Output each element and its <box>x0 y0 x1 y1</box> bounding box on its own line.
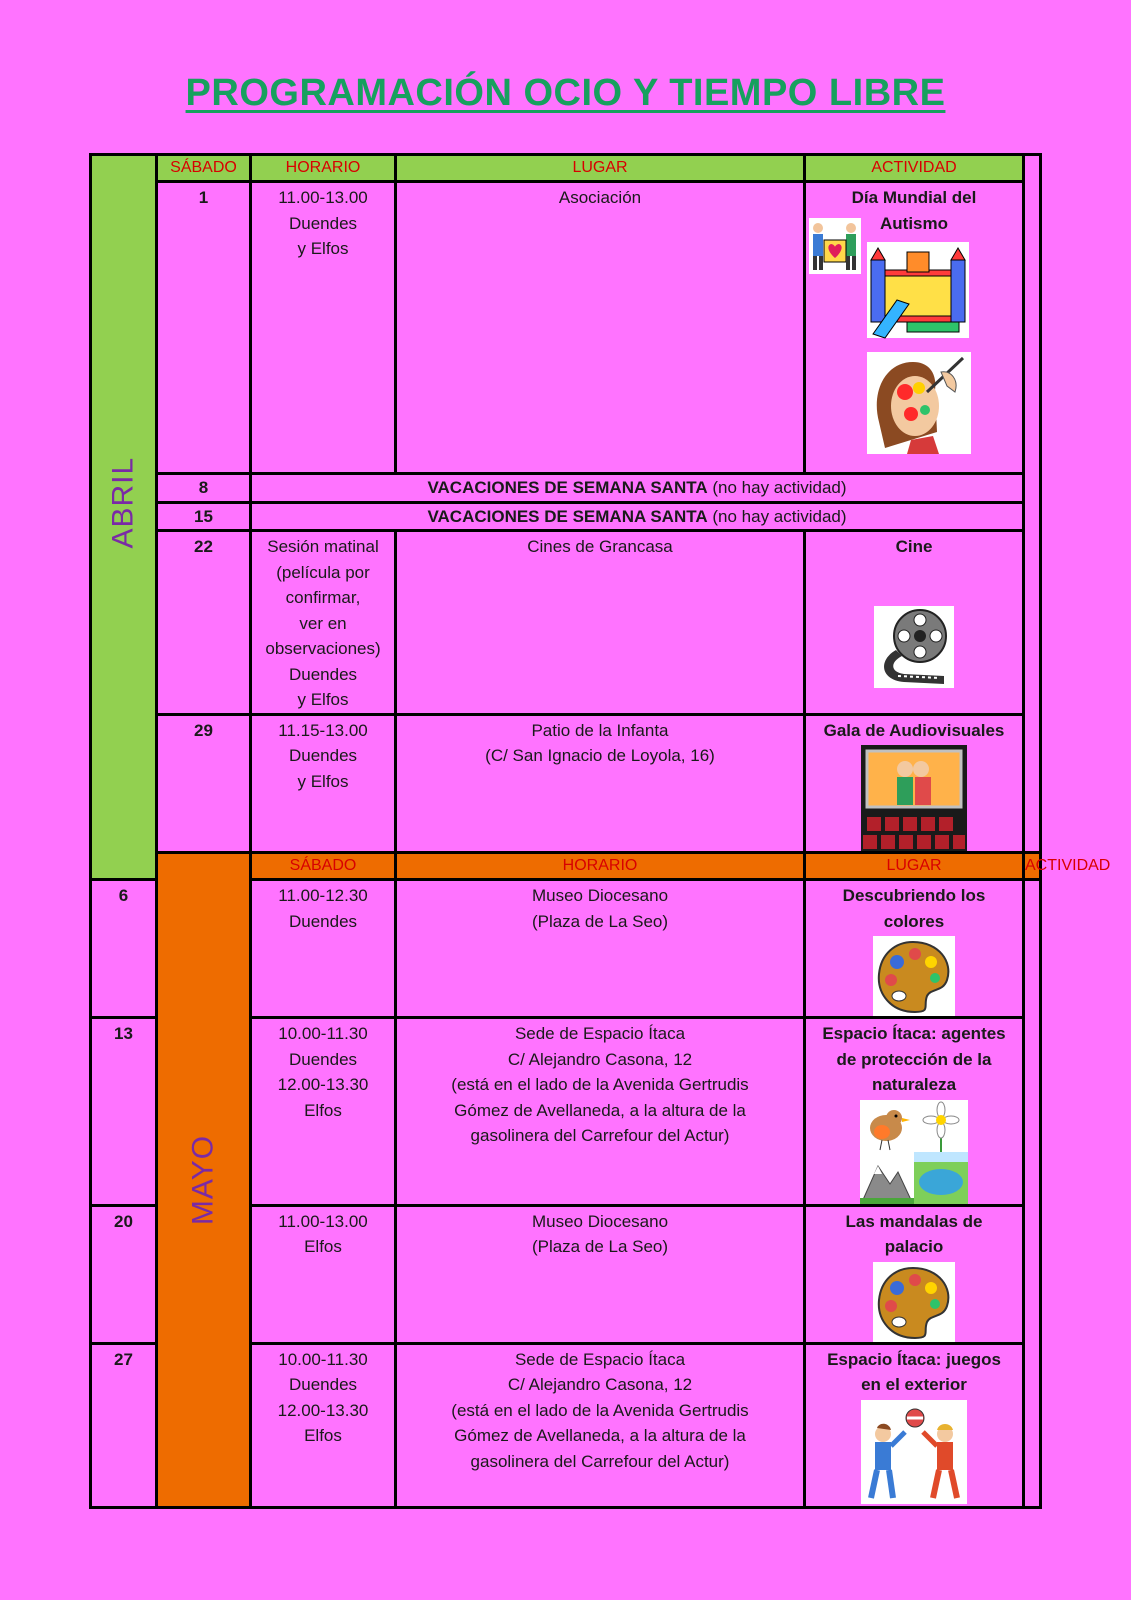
day-cell: 22 <box>157 531 251 715</box>
vacation-cell: VACACIONES DE SEMANA SANTA (no hay actividad) <box>251 474 1024 503</box>
header-day: SÁBADO <box>157 155 251 182</box>
time-cell: 11.00-13.00 Elfos <box>251 1205 396 1343</box>
day-cell: 13 <box>91 1018 157 1206</box>
activity-cell: Espacio Ítaca: agentes de protección de la naturaleza <box>805 1018 1024 1206</box>
header-time: HORARIO <box>396 853 805 880</box>
day-cell: 6 <box>91 880 157 1018</box>
activity-cell: Gala de Audiovisuales <box>805 714 1024 853</box>
time-cell: 10.00-11.30 Duendes 12.00-13.30 Elfos <box>251 1018 396 1206</box>
place-cell: Asociación <box>396 182 805 474</box>
table-row <box>91 182 1041 474</box>
activity-cell: Las mandalas de palacio <box>805 1205 1024 1343</box>
time-cell: 11.00-13.00 Duendes y Elfos <box>251 182 396 474</box>
time-cell: Sesión matinal (película por confirmar, ver en observaciones) Duendes y Elfos <box>251 531 396 715</box>
lake-icon <box>914 1152 968 1204</box>
time-cell: 11.15-13.00 Duendes y Elfos <box>251 714 396 853</box>
activity-cell: Día Mundial del Autismo <box>805 182 1024 474</box>
place-cell: Cines de Grancasa <box>396 531 805 715</box>
header-day: SÁBADO <box>251 853 396 880</box>
header-place: LUGAR <box>805 853 1024 880</box>
place-cell: Museo Diocesano (Plaza de La Seo) <box>396 1205 805 1343</box>
month-may <box>157 853 251 1508</box>
page-title-wrap <box>0 72 1131 115</box>
bouncy-castle-icon <box>867 242 969 338</box>
header-time: HORARIO <box>251 155 396 182</box>
table-row <box>91 531 1041 715</box>
place-cell: Museo Diocesano (Plaza de La Seo) <box>396 880 805 1018</box>
month-may-label: MAYO <box>186 1134 220 1225</box>
header-place: LUGAR <box>396 155 805 182</box>
bird-icon <box>860 1100 914 1152</box>
day-cell: 27 <box>91 1343 157 1507</box>
mountain-icon <box>860 1152 914 1204</box>
day-cell: 29 <box>157 714 251 853</box>
kids-playing-ball-icon <box>861 1400 967 1504</box>
place-cell: Patio de la Infanta (C/ San Ignacio de Loyola, 16) <box>396 714 805 853</box>
april-header-row <box>91 155 1041 182</box>
cinema-screen-icon <box>861 745 967 851</box>
day-cell: 1 <box>157 182 251 474</box>
autism-day-icon <box>809 218 861 274</box>
schedule-table <box>89 153 1111 1509</box>
place-cell: Sede de Espacio Ítaca C/ Alejandro Casona, 12 (está en el lado de la Avenida Gertrudis Gómez de Avellaneda, a la altura de la gasolinera del Carrefour del Actur) <box>396 1018 805 1206</box>
month-april-label: ABRIL <box>106 456 140 549</box>
activity-cell: Cine <box>805 531 1024 715</box>
page-title: PROGRAMACIÓN OCIO Y TIEMPO LIBRE <box>185 72 946 114</box>
film-reel-icon <box>874 606 954 688</box>
may-header-row <box>91 853 1041 880</box>
header-activity: ACTIVIDAD <box>805 155 1024 182</box>
paint-palette-icon <box>873 1262 955 1342</box>
day-cell: 15 <box>157 502 251 531</box>
time-cell: 10.00-11.30 Duendes 12.00-13.30 Elfos <box>251 1343 396 1507</box>
day-cell: 8 <box>157 474 251 503</box>
paint-palette-icon <box>873 936 955 1016</box>
time-cell: 11.00-12.30 Duendes <box>251 880 396 1018</box>
day-cell: 20 <box>91 1205 157 1343</box>
header-activity: ACTIVIDAD <box>1024 853 1041 880</box>
vacation-cell: VACACIONES DE SEMANA SANTA (no hay actividad) <box>251 502 1024 531</box>
table-row <box>91 714 1041 853</box>
flower-icon <box>914 1100 968 1152</box>
month-april <box>91 155 157 880</box>
table-row <box>91 474 1041 503</box>
face-painting-icon <box>867 352 971 454</box>
place-cell: Sede de Espacio Ítaca C/ Alejandro Casona, 12 (está en el lado de la Avenida Gertrudis Gómez de Avellaneda, a la altura de la gasolinera del Carrefour del Actur) <box>396 1343 805 1507</box>
table-row <box>91 502 1041 531</box>
activity-cell: Espacio Ítaca: juegos en el exterior <box>805 1343 1024 1507</box>
activity-cell: Descubriendo los colores <box>805 880 1024 1018</box>
